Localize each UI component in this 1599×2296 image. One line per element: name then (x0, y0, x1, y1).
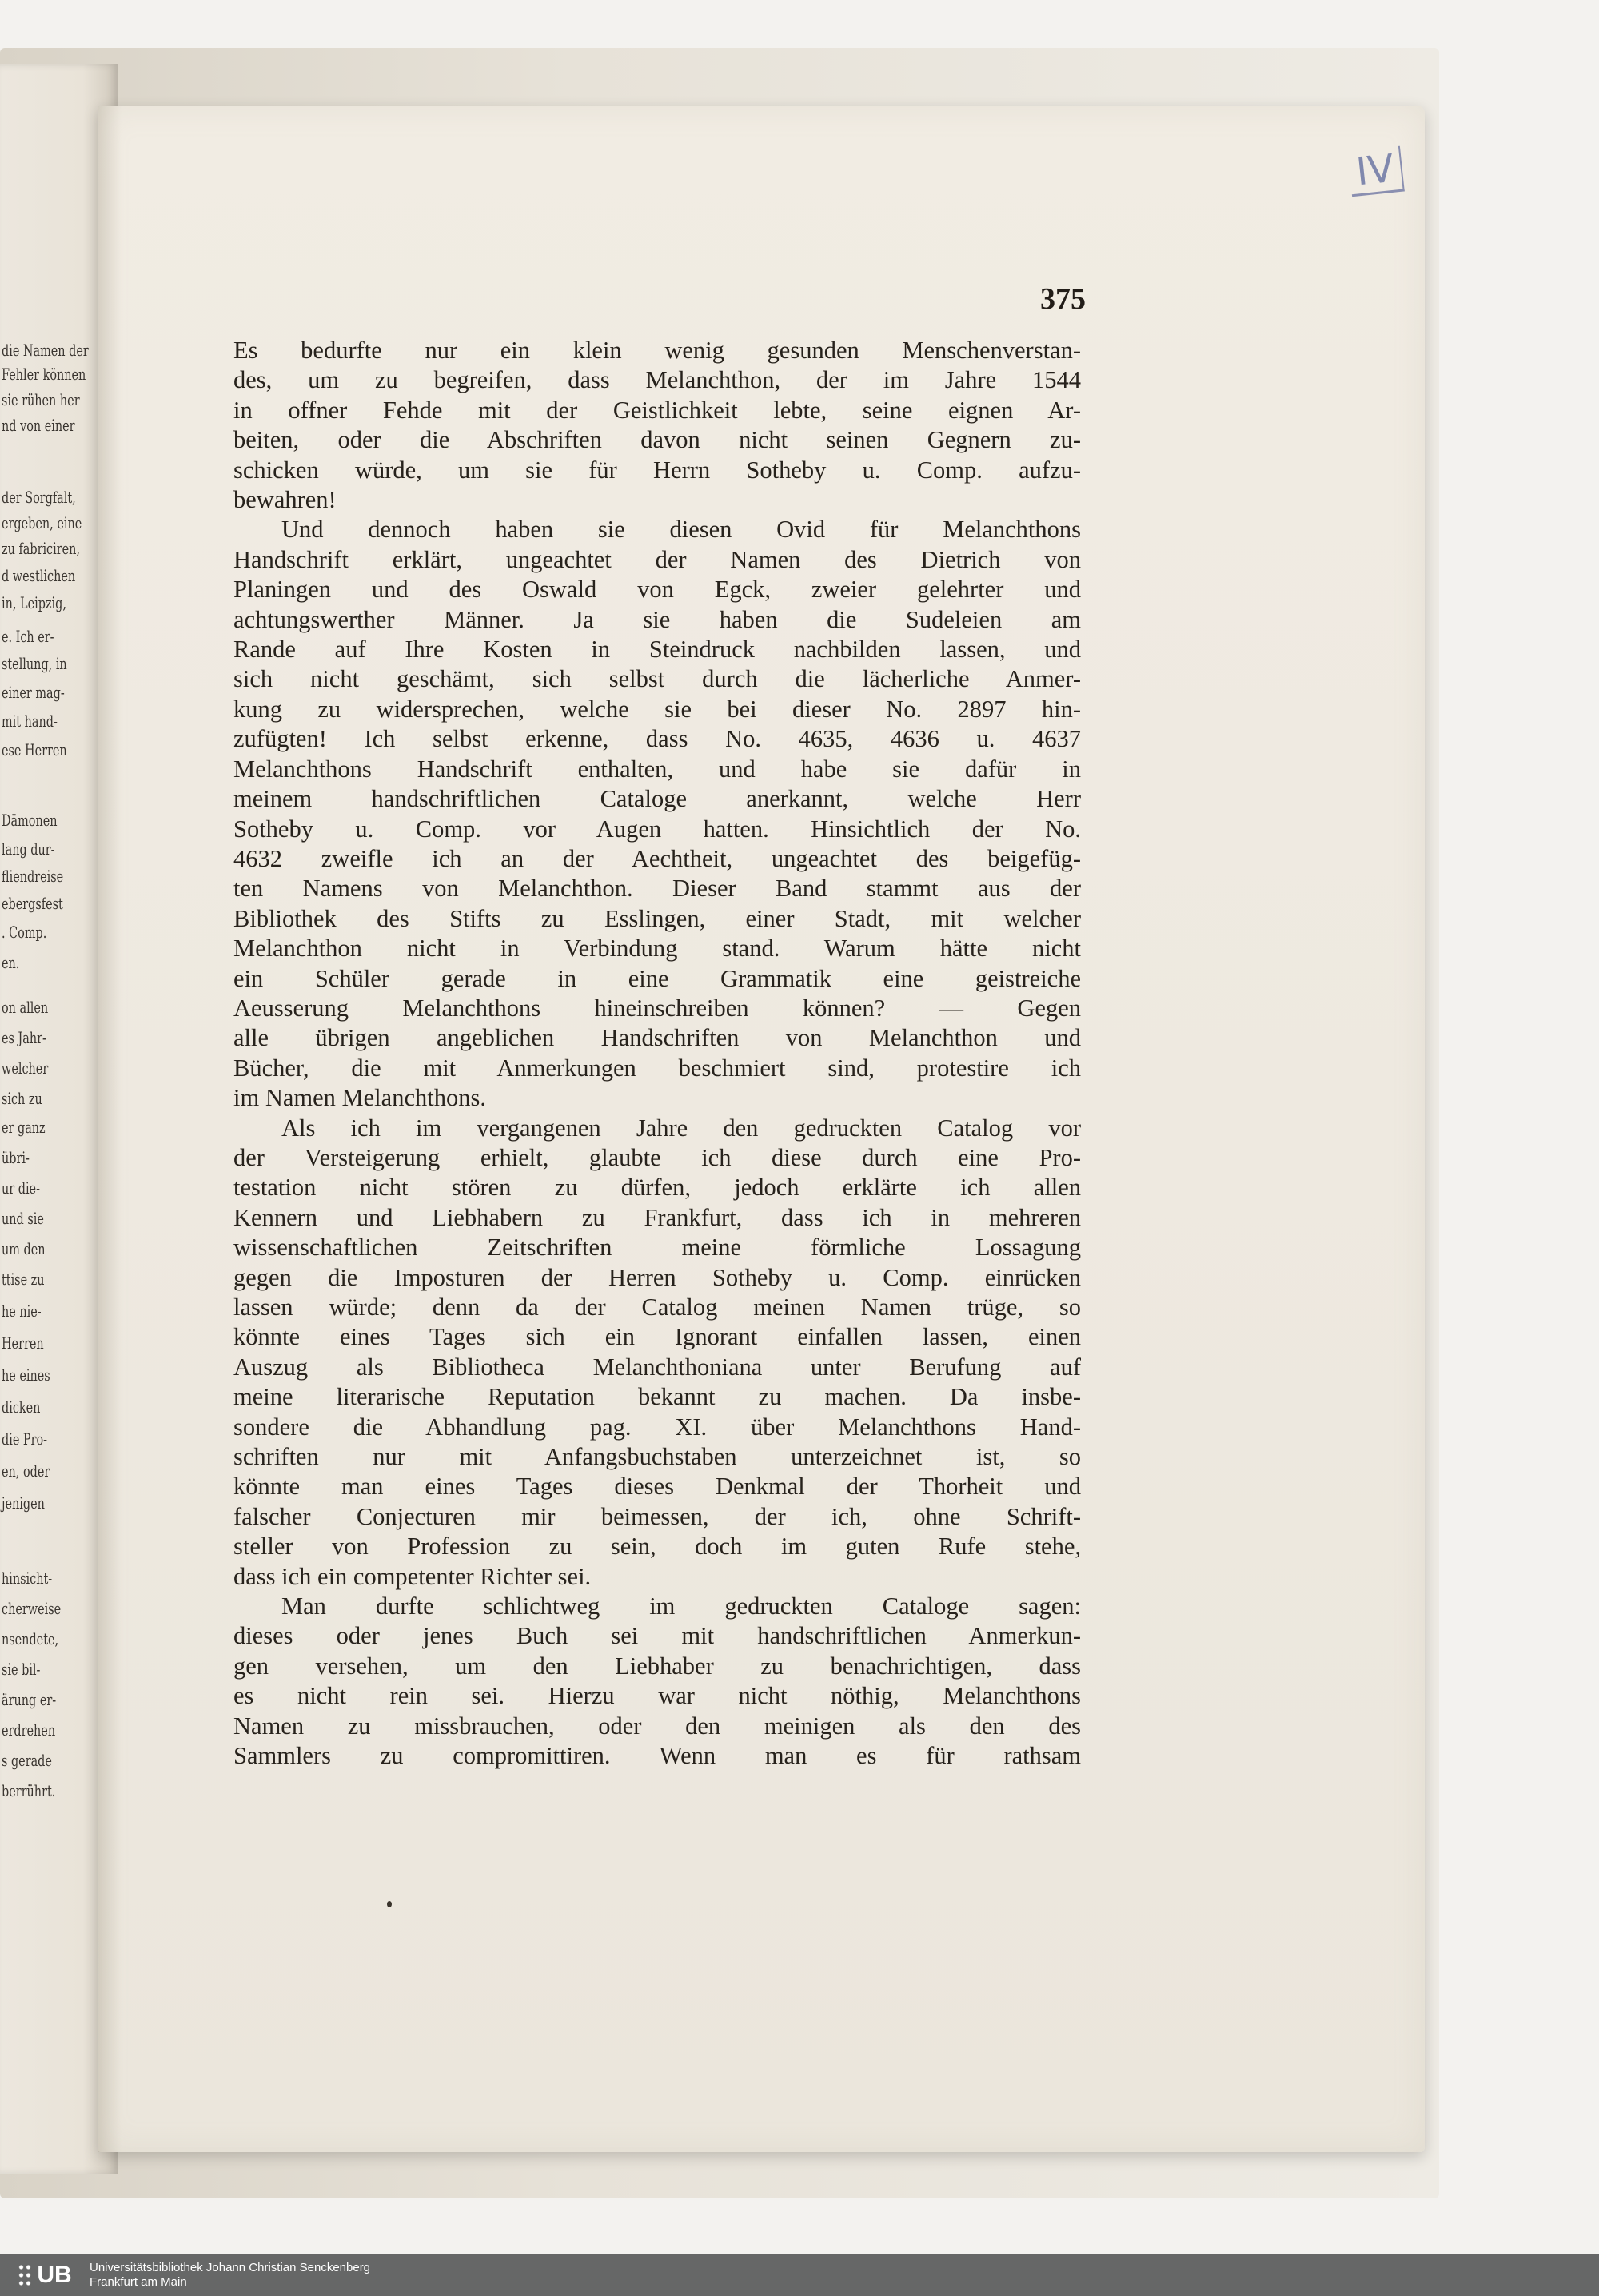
left-page-fragment: einer mag- (2, 683, 65, 702)
left-page-fragment: en. (2, 953, 20, 972)
left-page-fragment: es Jahr- (2, 1028, 46, 1047)
left-page-fragment: Herren (2, 1333, 44, 1353)
text-line: gegen die Imposturen der Herren Sotheby u. Comp. einrücken (233, 1263, 1081, 1291)
text-line: könnte man eines Tages dieses Denkmal der Thorheit und (233, 1473, 1081, 1501)
text-line: Bücher, die mit Anmerkungen beschmiert sind, protestire ich (233, 1054, 1081, 1082)
text-line: der Versteigerung erhielt, glaubte ich diese durch eine Pro- (233, 1143, 1081, 1171)
left-page-fragment: ur die- (2, 1178, 40, 1198)
footer-bar (0, 2254, 1599, 2296)
left-page-fragment: ese Herren (2, 740, 67, 759)
logo-text: UB (37, 2262, 72, 2288)
text-line: Melanchthon nicht in Verbindung stand. Warum hätte nicht (233, 935, 1081, 963)
left-page-fragment: ergeben, eine (2, 513, 82, 532)
text-line: dieses oder jenes Buch sei mit handschriftlichen Anmerkun- (233, 1622, 1081, 1650)
left-page-fragment: hinsicht- (2, 1569, 53, 1588)
left-page-fragment: e. Ich er- (2, 627, 54, 646)
left-page-fragment: übri- (2, 1148, 30, 1167)
text-line: achtungswerther Männer. Ja sie haben die Sudeleien am (233, 605, 1081, 633)
left-page-fragment: nd von einer (2, 416, 75, 435)
text-line: falscher Conjecturen mir beimessen, der ich, ohne Schrift- (233, 1502, 1081, 1530)
left-page-fragment: und sie (2, 1209, 44, 1228)
text-line: wissenschaftlichen Zeitschriften meine förmliche Lossagung (233, 1234, 1081, 1262)
text-line: Es bedurfte nur ein klein wenig gesunden Menschenverstan- (233, 337, 1081, 364)
text-line: Handschrift erklärt, ungeachtet der Namen des Dietrich von (233, 545, 1081, 573)
left-page-fragment: en, oder (2, 1461, 50, 1481)
text-line: ten Namens von Melanchthon. Dieser Band stammt aus der (233, 875, 1081, 903)
left-page-fragment: ttise zu (2, 1270, 45, 1289)
ink-dot (387, 1901, 392, 1907)
text-line: schriften nur mit Anfangsbuchstaben unterzeichnet ist, so (233, 1443, 1081, 1471)
text-line: des, um zu begreifen, dass Melanchthon, der im Jahre 1544 (233, 366, 1081, 394)
left-page-fragment: dicken (2, 1397, 41, 1417)
left-page-fragment: die Pro- (2, 1429, 48, 1449)
left-page-fragment: ärung er- (2, 1690, 57, 1709)
text-line: ein Schüler gerade in eine Grammatik eine geistreiche (233, 964, 1081, 992)
left-page-fragment: cherweise (2, 1599, 62, 1618)
left-page-fragment: erdrehen (2, 1720, 56, 1740)
text-line: Als ich im vergangenen Jahre den gedruckten Catalog vor (281, 1114, 1081, 1142)
footer-institution: Universitätsbibliothek Johann Christian Senckenberg (90, 2261, 371, 2274)
text-line: Melanchthons Handschrift enthalten, und habe sie dafür in (233, 755, 1081, 783)
text-line: zufügten! Ich selbst erkenne, dass No. 4635, 4636 u. 4637 (233, 725, 1081, 753)
left-page-fragment: die Namen der (2, 341, 89, 360)
left-page-fragment: jenigen (2, 1493, 45, 1513)
left-page-fragment: he eines (2, 1365, 50, 1385)
ub-logo[interactable] (0, 2254, 90, 2296)
text-line: sondere die Abhandlung pag. XI. über Melanchthons Hand- (233, 1413, 1081, 1441)
text-line: Man durfte schlichtweg im gedruckten Cataloge sagen: (281, 1592, 1081, 1620)
text-line: schicken würde, um sie für Herrn Sotheby u. Comp. aufzu- (233, 456, 1081, 484)
text-line: in offner Fehde mit der Geistlichkeit lebte, seine eignen Ar- (233, 396, 1081, 424)
left-page-fragment: on allen (2, 998, 49, 1017)
text-line: kung zu widersprechen, welche sie bei dieser No. 2897 hin- (233, 695, 1081, 723)
archive-mark: IV (1347, 146, 1405, 197)
text-line: beiten, oder die Abschriften davon nicht seinen Gegnern zu- (233, 426, 1081, 454)
left-page-fragment: he nie- (2, 1301, 42, 1321)
text-line: Und dennoch haben sie diesen Ovid für Melanchthons (281, 516, 1081, 544)
text-line: steller von Profession zu sein, doch im guten Rufe stehe, (233, 1533, 1081, 1561)
text-line: Planingen und des Oswald von Egck, zweier gelehrter und (233, 576, 1081, 604)
left-page-fragment: um den (2, 1239, 46, 1258)
text-line: Kennern und Liebhabern zu Frankfurt, dass ich in mehreren (233, 1203, 1081, 1231)
body-text (233, 336, 1081, 1772)
left-page-fragment: sie rühen her (2, 390, 80, 409)
text-line: es nicht rein sei. Hierzu war nicht nöthig, Melanchthons (233, 1682, 1081, 1710)
text-line: meinem handschriftlichen Cataloge anerkannt, welche Herr (233, 785, 1081, 813)
left-page-fragment: er ganz (2, 1118, 46, 1137)
text-line: lassen würde; denn da der Catalog meinen Namen trüge, so (233, 1293, 1081, 1321)
left-page-fragment: fliendreise (2, 867, 64, 886)
left-page-fragment: sich zu (2, 1089, 42, 1108)
text-line: Bibliothek des Stifts zu Esslingen, einer Stadt, mit welcher (233, 904, 1081, 932)
text-line: bewahren! (233, 486, 337, 514)
text-line: Rande auf Ihre Kosten in Steindruck nachbilden lassen, und (233, 636, 1081, 664)
left-page-fragment: berrührt. (2, 1781, 56, 1800)
text-line: könnte eines Tages sich ein Ignorant einfallen lassen, einen (233, 1323, 1081, 1351)
text-line: Sammlers zu compromittiren. Wenn man es für rathsam (233, 1742, 1081, 1770)
left-page-fragment: der Sorgfalt, (2, 488, 76, 507)
left-page-fragment: Dämonen (2, 811, 58, 830)
left-page-fragment: lang dur- (2, 839, 55, 859)
text-line: Aeusserung Melanchthons hineinschreiben können? — Gegen (233, 994, 1081, 1022)
left-page-fragment: in, Leipzig, (2, 593, 66, 612)
text-line: meine literarische Reputation bekannt zu machen. Da insbe- (233, 1383, 1081, 1411)
text-line: 4632 zweifle ich an der Aechtheit, ungeachtet des beigefüg- (233, 844, 1081, 872)
text-line: Sotheby u. Comp. vor Augen hatten. Hinsichtlich der No. (233, 815, 1081, 843)
text-line: testation nicht stören zu dürfen, jedoch erklärte ich allen (233, 1174, 1081, 1202)
footer-credit (90, 2261, 370, 2290)
left-page-fragment: ebergsfest (2, 894, 63, 913)
text-line: Namen zu missbrauchen, oder den meinigen als den des (233, 1712, 1081, 1740)
left-page-fragment: mit hand- (2, 712, 58, 731)
text-line: alle übrigen angeblichen Handschriften von Melanchthon und (233, 1024, 1081, 1052)
left-page-fragment: s gerade (2, 1751, 52, 1770)
left-page-fragment: nsendete, (2, 1629, 59, 1648)
left-page-fragment: sie bil- (2, 1660, 41, 1679)
left-page-fragment: d westlichen (2, 566, 76, 585)
text-line: im Namen Melanchthons. (233, 1084, 486, 1112)
text-line: dass ich ein competenter Richter sei. (233, 1562, 592, 1590)
left-page-fragment: Fehler können (2, 365, 86, 384)
text-line: Auszug als Bibliotheca Melanchthoniana unter Berufung auf (233, 1353, 1081, 1381)
page-number: 375 (1040, 282, 1086, 316)
logo-dots-icon (18, 2263, 32, 2287)
left-page-fragment: zu fabriciren, (2, 539, 80, 558)
text-line: sich nicht geschämt, sich selbst durch die lächerliche Anmer- (233, 665, 1081, 693)
left-page-fragment: stellung, in (2, 654, 67, 673)
text-line: gen versehen, um den Liebhaber zu benachrichtigen, dass (233, 1652, 1081, 1680)
left-page-fragment: . Comp. (2, 923, 47, 942)
footer-location: Frankfurt am Main (90, 2275, 187, 2289)
left-page-fragment: welcher (2, 1058, 49, 1078)
